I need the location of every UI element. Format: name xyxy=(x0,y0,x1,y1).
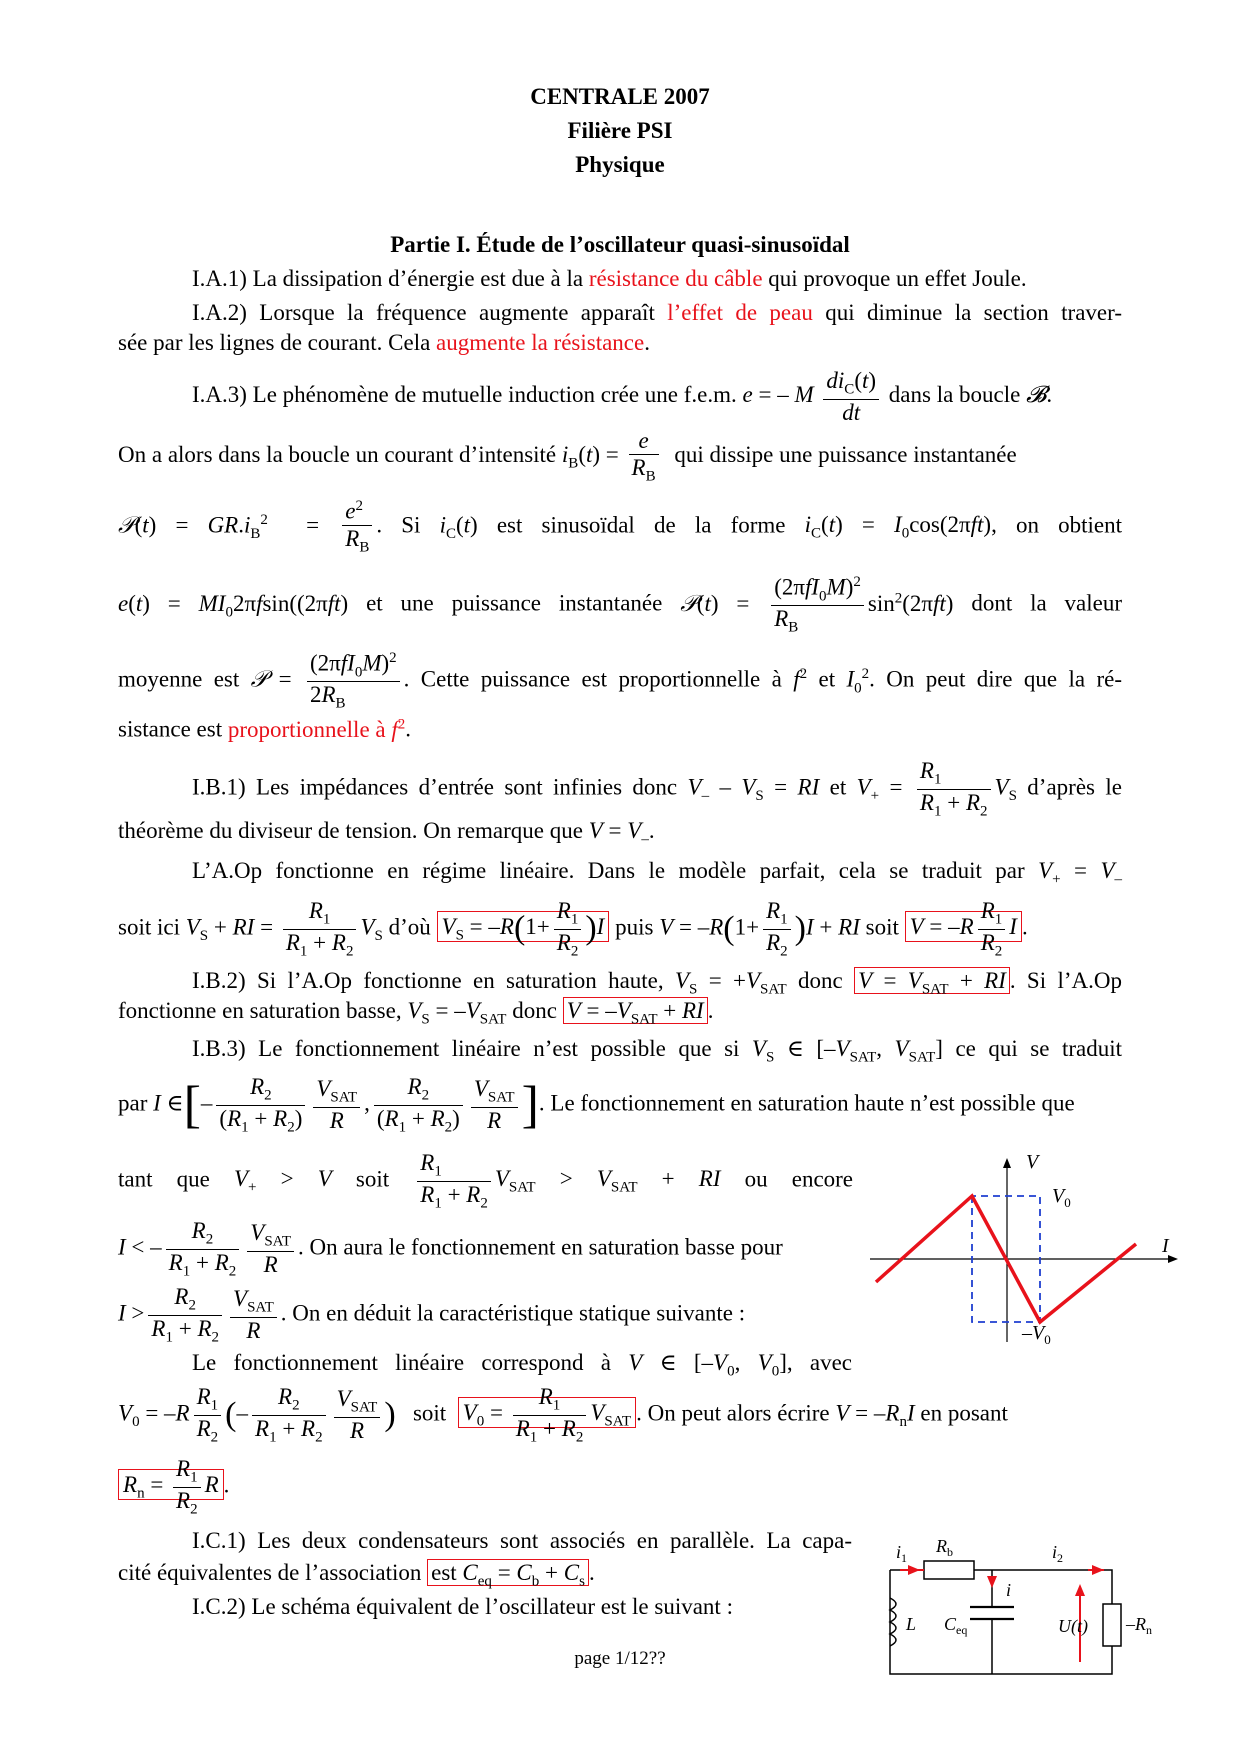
para-ib2-l1: I.B.2) Si l’A.Op fonctionne en saturation haute, $V_S = +V_{SAT}$ donc $V = V_{SAT}$ + RI . Si l’A.Op xyxy=(192,968,1122,998)
para-ia3-l4: $e(t) = MI_02\pi fsin((2\pi ft)$ et une puissance instantanée 𝒫(t) = $(2\pi fI_0M)^2$ $R_B$ $\sin^2(2\pi ft)$ dont la valeur xyxy=(118,574,1122,636)
i-label: i xyxy=(1006,1580,1012,1600)
result-box: $V_S = -R(1+$ $\frac{R_1}{R_2}$ )I xyxy=(437,911,610,942)
v0-label: $V_0$ xyxy=(1052,1185,1071,1210)
para-ib2-l2: fonctionne en saturation basse, $V_S = -V_{SAT}$ donc $V = -V_{SAT}$ + RI . xyxy=(118,998,714,1028)
current-i1-arrow xyxy=(908,1565,920,1575)
para-ia3-l3: 𝒫(t) = $GR.i_B^2$ = $\frac{e^2}{R_B}$ . Si $i_C(t)$ est sinusoïdal de la forme $i_C(t) = I_0\cos(2\pi ft)$, on obtient xyxy=(118,498,1122,556)
para-ia3-l6: sistance est proportionnelle à $f^2$. xyxy=(118,716,412,742)
para-ia1: I.A.1) La dissipation d’énergie est due à la résistance du câble qui provoque un effet Joule. xyxy=(192,266,1027,291)
i2-label: $i_2$ xyxy=(1052,1542,1064,1565)
x-axis-arrow xyxy=(1168,1255,1178,1263)
result-box: $R_n$ = $\frac{R_1}{R_2}$ R xyxy=(118,1469,224,1500)
para-ib1-l3: L’A.Op fonctionne en régime linéaire. Dans le modèle parfait, cela se traduit par $V_+ = V_-$ xyxy=(192,858,1122,888)
result-box: $V = V_{SAT}$ + RI xyxy=(854,967,1010,994)
para-ib3-l1: I.B.3) Le fonctionnement linéaire n’est possible que si $V_S$ ∈ [$-V_{SAT}$, $V_{SAT}$] ce qui se traduit xyxy=(192,1036,1122,1066)
para-ib3-l7: $V_0 = -R$ $\frac{R_1}{R_2}$ (– $\frac{R_2}{R_1 + R_2}$ $V_{SAT}$ R ) soit $V_0$ = $\frac{R_1}{R_1 + R_2}$ $V_{SAT}$ . On peut alors écrire $V = -R_nI$ en posant xyxy=(118,1384,1008,1446)
l-label: L xyxy=(906,1614,917,1634)
rb-label: $R_b$ xyxy=(936,1536,953,1559)
inductor-l xyxy=(890,1598,896,1646)
doc-title: CENTRALE 2007 xyxy=(530,84,710,109)
ceq-label: $C_{eq}$ xyxy=(944,1614,968,1637)
part-title: Partie I. Étude de l’oscillateur quasi-sinusoïdal xyxy=(390,232,850,257)
u-label: U(t) xyxy=(1058,1616,1088,1636)
minus-v0-label: $-V_0$ xyxy=(1022,1322,1051,1347)
para-ic2: I.C.2) Le schéma équivalent de l’oscillateur est le suivant : xyxy=(192,1594,733,1619)
result-box: $V = -V_{SAT}$ + RI xyxy=(563,997,708,1024)
i1-label: $i_1$ xyxy=(896,1542,908,1565)
para-ic1-l2: cité équivalentes de l’association est $C_{eq} = C_b + C_s$ . xyxy=(118,1560,595,1590)
para-ib3-l8: $R_n$ = $\frac{R_1}{R_2}$ R . xyxy=(118,1456,229,1518)
y-axis-label: V xyxy=(1026,1152,1039,1173)
result-box: est $C_{eq} = C_b + C_s$ xyxy=(427,1559,589,1586)
para-ib1-l4: soit ici $V_S$ + RI = $\frac{R_1}{R_1 + R_2}$ $V_S$ d’où $V_S = -R(1+$ $\frac{R_1}{R_2}$ )I puis V = –R(1+ $\frac{R_1}{R_2}$ )I + RI soit V = –R $\frac{R_1}{R_2}$ I . xyxy=(118,898,1028,960)
para-ib1-l1: I.B.1) Les impédances d’entrée sont infinies donc $V_- - V_S$ = RI et $V_+$ = $\frac{R_1}{R_1 + R_2}$ $V_S$ d’après le xyxy=(192,758,1122,820)
para-ib3-l5: I > $\frac{R_2}{R_1 + R_2}$ $V_{SAT}$ R . On en déduit la caractéristique statique suivante : xyxy=(118,1284,746,1346)
para-ia2-l1: I.A.2) Lorsque la fréquence augmente apparaît l’effet de peau qui diminue la section traver- xyxy=(192,300,1122,325)
resistor-rb xyxy=(924,1561,974,1579)
current-i2-arrow xyxy=(1092,1565,1104,1575)
para-ia2-l2: sée par les lignes de courant. Cela augmente la résistance. xyxy=(118,330,650,355)
doc-subject: Physique xyxy=(575,152,665,177)
rn-label: $-R_n$ xyxy=(1126,1614,1152,1637)
voltage-u-arrow xyxy=(1075,1584,1085,1596)
para-ib1-l2: théorème du diviseur de tension. On remarque que $V = V_-$. xyxy=(118,818,655,848)
resistor-rn xyxy=(1103,1604,1121,1646)
doc-filiere: Filière PSI xyxy=(567,118,673,143)
result-box: $V_0$ = $\frac{R_1}{R_1 + R_2}$ $V_{SAT}$ xyxy=(458,1397,636,1428)
para-ic1-l1: I.C.1) Les deux condensateurs sont associés en parallèle. La capa- xyxy=(192,1528,852,1553)
para-ib3-l2: par I ∈[– $\frac{R_2}{(R_1 + R_2)}$ $V_{SAT}$ R , $\frac{R_2}{(R_1 + R_2)}$ $V_{SAT}$ R ]. Le fonctionnement en saturation haute n’est possible que xyxy=(118,1074,1075,1136)
para-ib3-l3: tant que $V_+ > V$ soit $\frac{R_1}{R_1 + R_2}$ $V_{SAT} > V_{SAT}$ + RI ou encore xyxy=(118,1150,854,1212)
y-axis-arrow xyxy=(1003,1158,1011,1168)
para-ib3-l6: Le fonctionnement linéaire correspond à V ∈ [$-V_0$, $V_0$], avec xyxy=(192,1350,852,1380)
current-i-arrow xyxy=(987,1576,997,1588)
result-box: V = –R $\frac{R_1}{R_2}$ I xyxy=(905,911,1022,942)
para-ib3-l4: I < – $\frac{R_2}{R_1 + R_2}$ $V_{SAT}$ R . On aura le fonctionnement en saturation basse pour xyxy=(118,1218,783,1280)
x-axis-label: I xyxy=(1162,1235,1169,1257)
para-ia3-l2: On a alors dans la boucle un courant d’intensité $i_B(t)$ = $\frac{e}{R_B}$ qui dissipe une puissance instantanée xyxy=(118,428,1017,485)
para-ia3-l1: I.A.3) Le phénomène de mutuelle induction crée une f.e.m. e = – M $di_C(t)$ dt dans la boucle 𝓑. xyxy=(192,368,1053,425)
page-number: page 1/12?? xyxy=(574,1648,666,1669)
static-characteristic-graph xyxy=(860,1152,1180,1347)
para-ia3-l5: moyenne est 𝒫 = $(2\pi fI_0M)^2$ $2R_B$ . Cette puissance est proportionnelle à $f^2$ et $I_0^2$. On peut dire que la ré- xyxy=(118,650,1122,712)
highlight: résistance du câble xyxy=(588,266,763,291)
